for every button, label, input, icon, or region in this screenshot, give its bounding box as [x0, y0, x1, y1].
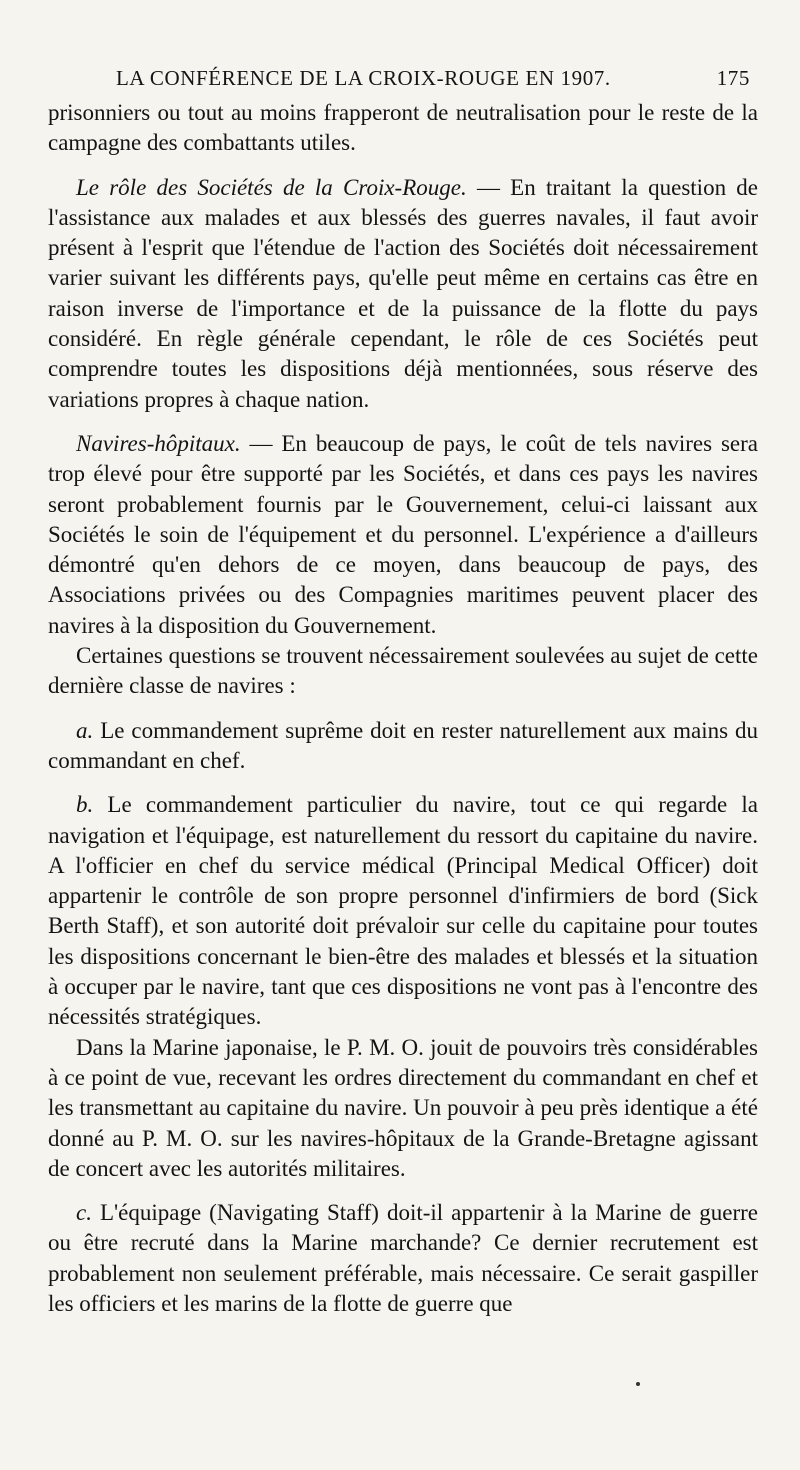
paragraph-navires-hopitaux	[48, 429, 758, 641]
paragraph-text: — En traitant la question de l'assistance aux malades et aux blessés des guerres navales, il faut avoir présent à l'esprit que l'étendue de l'action des Sociétés doit nécessairement varier suivant les différents pays, qu'elle peut même en certains cas être en raison inverse de l'importance et de la puissance de la flotte du pays considéré. En règle générale cependant, le rôle de ces Sociétés peut comprendre toutes les dispositions déjà mentionnées, sous réserve des variations propres à chaque nation.	[48, 174, 758, 412]
paragraph-marine-japonaise: Dans la Marine japonaise, le P. M. O. jouit de pouvoirs très considérables à ce point de vue, recevant les ordres directement du commandant en chef et les transmettant au capitaine du navire. Un pouvoir à peu près identique a été donné au P. M. O. sur les navires-hôpitaux de la Grande-Bretagne agissant de concert avec les autorités militaires.	[48, 1034, 758, 1181]
paragraph-continued: prisonniers ou tout au moins frapperont de neutralisation pour le reste de la campagne des combattants utiles.	[48, 100, 758, 156]
paragraph-questions: Certaines questions se trouvent nécessairement soulevées au sujet de cette dernière classe de navires :	[48, 643, 758, 699]
item-letter-b: b.	[76, 792, 94, 818]
ink-speck	[636, 1382, 640, 1386]
paragraph-text: Le commandement suprême doit en rester naturellement aux mains du commandant en chef.	[48, 717, 758, 773]
paragraph-role-societes	[48, 173, 758, 415]
running-title: LA CONFÉRENCE DE LA CROIX-ROUGE EN 1907.	[116, 66, 611, 90]
paragraph-text: Le commandement particulier du navire, tout ce qui regarde la navigation et l'équipage, est naturellement du ressort du capitaine du navire. A l'officier en chef du service médical (Principal Medical Officer) doit appartenir le contrôle de son propre personnel d'infirmiers de bord (Sick Berth Staff), et son autorité doit prévaloir sur celle du capitaine pour toutes les dispositions concernant le bien-être des malades et blessés et la situation à occuper par le navire, tant que ces dispositions ne vont pas à l'encontre des nécessités stratégiques.	[48, 792, 758, 1030]
paragraph-item-b	[48, 790, 758, 1032]
section-title-navires-hopitaux: Navires-hôpitaux.	[76, 430, 241, 456]
paragraph-item-c	[48, 1198, 758, 1319]
running-head	[48, 64, 758, 98]
section-title-role-societes: Le rôle des Sociétés de la Croix-Rouge.	[76, 174, 467, 200]
page-number: 175	[716, 66, 750, 90]
item-letter-c: c.	[76, 1200, 92, 1226]
paragraph-item-a	[48, 716, 758, 777]
body-text	[48, 98, 758, 1319]
item-letter-a: a.	[76, 717, 94, 743]
paragraph-text: — En beaucoup de pays, le coût de tels navires sera trop élevé pour être supporté par les Sociétés, et dans ces pays les navires seront probablement fournis par le Gouvernement, celui-ci laissant aux Sociétés le soin de l'équipement et du personnel. L'expérience a d'ailleurs démontré qu'en dehors de ce moyen, dans beaucoup de pays, des Associations privées ou des Compagnies maritimes peuvent placer des navires à la disposition du Gouvernement.	[48, 430, 758, 638]
paragraph-text: L'équipage (Navigating Staff) doit-il appartenir à la Marine de guerre ou être recruté dans la Marine marchande? Ce dernier recrutement est probablement non seulement préférable, mais nécessaire. Ce serait gaspiller les officiers et les marins de la flotte de guerre que	[48, 1200, 758, 1316]
